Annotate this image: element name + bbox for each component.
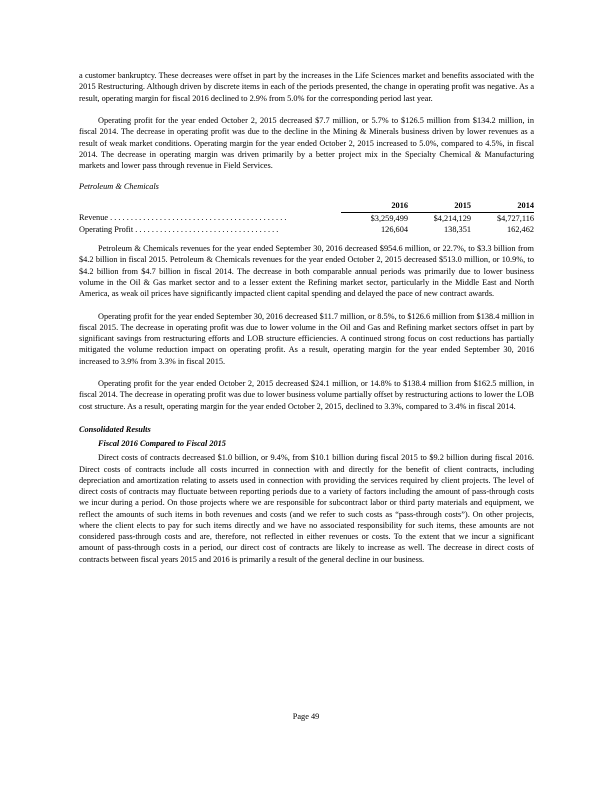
cell-value: $4,214,129: [433, 213, 471, 223]
year-header: 2014: [471, 201, 534, 213]
dot-leader: . . . . . . . . . . . . . . . . . . . . . . . . . . . . . . . . . . . . . . . . . . .: [108, 213, 287, 222]
paragraph-operating-profit-2016: Operating profit for the year ended September 30, 2016 decreased $11.7 million, or 8.5%, to $126.6 million from $138.4 million in fiscal 2015. The decrease in operating profit was due to lower volume in the Oil and Gas and Refining market sectors offset in part by significant savings from restructuring efforts and LOB structure efficiencies. A continued strong focus on cost reductions has partially mitigated the volume reduction impact on operating profit. As a result, operating margin for the year ended September 30, 2016 increased to 3.9% from 3.3% in fiscal 2015.: [79, 311, 534, 366]
cell-value: 126,604: [381, 224, 408, 234]
paragraph-direct-costs: Direct costs of contracts decreased $1.0 billion, or 9.4%, from $10.1 billion during fiscal 2015 to $9.2 billion during fiscal 2016. Direct costs of contracts include all costs incurred in connection with and directly for the benefit of client contracts, including depreciation and amortization relating to assets used in connection with providing the services required by client projects. The level of direct costs of contracts may fluctuate between reporting periods due to a variety of factors including the amount of pass-through costs we incur during a period. On those projects where we are responsible for subcontract labor or third party materials and equipment, we reflect the amounts of such items in both revenues and costs (and we refer to such costs as “pass-through costs”). On other projects, where the client elects to pay for such items directly and we have no associated responsibility for such items, these amounts are not considered pass-through costs and are, therefore, not reflected in either revenues or costs. To the extent that we incur a significant amount of pass-through costs in a period, our direct cost of contracts are likely to increase as well. The decrease in direct costs of contracts between fiscal years 2015 and 2016 is primarily a result of the general decline in our business.: [79, 453, 534, 564]
segment-title: Petroleum & Chemicals: [79, 182, 159, 192]
paragraph-revenues: Petroleum & Chemicals revenues for the year ended September 30, 2016 decreased $954.6 million, or 22.7%, to $3.3 billion from $4.2 billion in fiscal 2015. Petroleum & Chemicals revenues for the year ended October 2, 2015 decreased $513.0 million, or 10.9%, to $4.2 billion from $4.7 billion in fiscal 2014. The decrease in both comparable annual periods was primarily due to lower business volume in the Oil & Gas market sector and to a lesser extent the Refining market sector, particularly in the Middle East and North America, as weak oil prices have significantly impacted client capital spending and delayed the pace of new contract awards.: [79, 244, 534, 298]
page-number: Page 49: [292, 712, 320, 721]
paragraph-operating-profit-2015: Operating profit for the year ended October 2, 2015 decreased $7.7 million, or 5.7% to $126.5 million from $134.2 million, in fiscal 2014. The decrease in operating profit was due to the decline in the Mining & Minerals business driven by lower revenues as a result of weak market conditions. Operating margin for the year ended October 2, 2015 increased to 5.0%, compared to 4.5%, in fiscal 2014. The decrease in operating margin was driven primarily by a better project mix in the Specialty Chemical & Manufacturing markets and lower pass through revenue in Field Services.: [79, 116, 534, 170]
dot-leader: . . . . . . . . . . . . . . . . . . . . . . . . . . . . . . . . . . .: [133, 224, 279, 234]
table-row: [79, 212, 534, 224]
financial-table: [79, 201, 534, 236]
table-header-row: [79, 201, 534, 213]
year-header: 2015: [408, 201, 471, 213]
document-body: [79, 70, 534, 565]
cell-value: 138,351: [444, 224, 471, 234]
row-label: Revenue: [79, 213, 109, 222]
row-label: Operating Profit: [79, 224, 134, 234]
cell-value: 162,462: [507, 224, 534, 234]
subsection-heading: Fiscal 2016 Compared to Fiscal 2015: [98, 439, 226, 448]
paragraph-bankruptcy: a customer bankruptcy. These decreases were offset in part by the increases in the Life Sciences market and benefits associated with the 2015 Restructuring. Although driven by discrete items in each of the periods presented, the change in operating profit was negative. As a result, operating margin for fiscal 2016 declined to 2.9% from 5.0% for the corresponding period last year.: [79, 71, 534, 103]
section-heading: Consolidated Results: [79, 424, 151, 434]
paragraph-operating-profit-2015-pc: Operating profit for the year ended October 2, 2015 decreased $24.1 million, or 14.8% to $138.4 million from $162.5 million, in fiscal 2014. The decrease in operating profit was due to lower business volume partially offset by restructuring actions to lower the LOB cost structure. As a result, operating margin for the year ended October 2, 2015, declined to 3.3%, compared to 3.4% in fiscal 2014.: [79, 379, 534, 411]
year-header: 2016: [341, 201, 408, 213]
table-row: [79, 224, 534, 235]
cell-value: $4,727,116: [496, 213, 534, 223]
cell-value: $3,259,499: [370, 213, 408, 223]
